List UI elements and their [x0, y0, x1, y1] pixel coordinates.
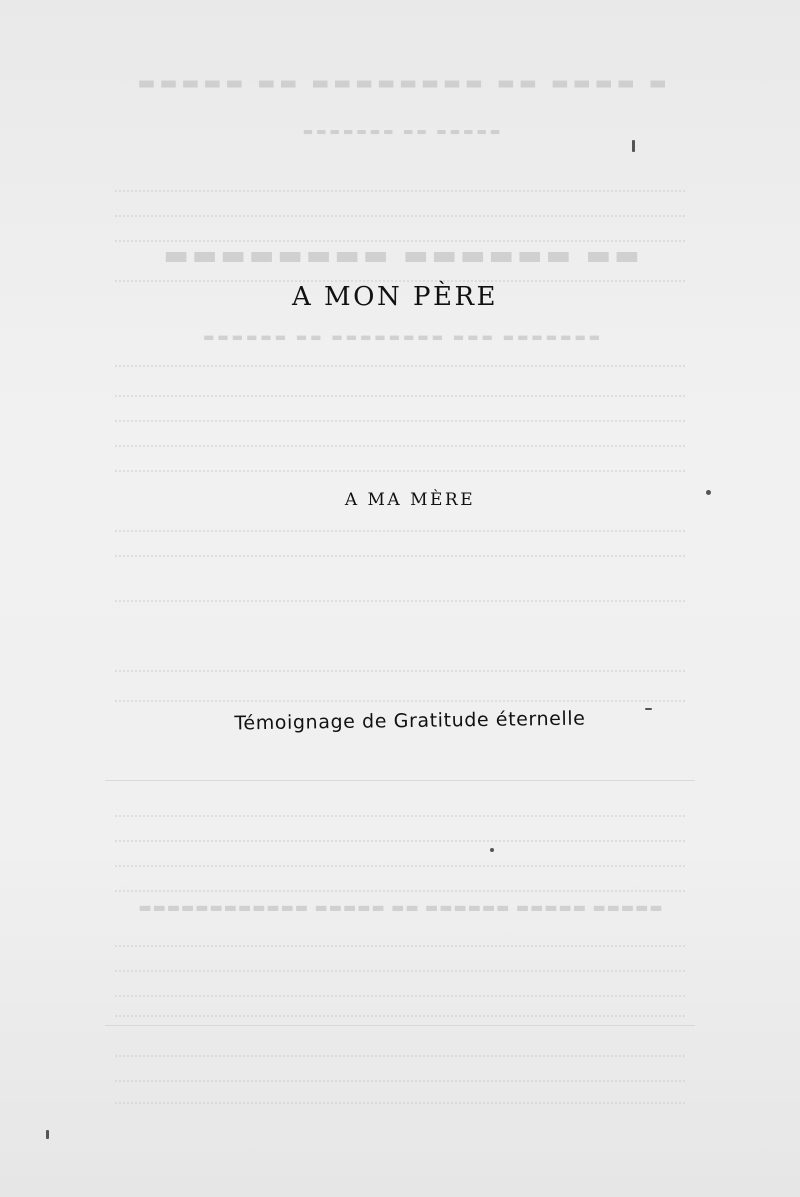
paper-speck — [645, 708, 652, 710]
dedication-father: A MON PÈRE — [291, 282, 499, 312]
paper-speck — [490, 848, 494, 852]
bleed-through-texture: ▬ ▬▬▬▬ ▬▬ ▬▬▬▬▬▬▬▬ ▬▬ ▬▬▬▬▬ ▬▬▬▬▬ ▬▬ ▬▬▬▬▬▬▬ ▬▬ ▬▬▬▬▬▬ ▬▬▬▬▬▬▬▬ ▬▬▬▬▬▬▬ ▬▬▬ ▬▬▬▬▬▬▬▬ ▬▬ ▬▬▬▬▬▬ ▬▬▬▬▬ ▬▬▬▬▬ ▬▬▬▬▬▬ ▬▬ ▬▬▬▬▬ ▬▬▬▬▬▬▬▬▬▬▬▬ — [0, 0, 800, 1197]
dedication-gratitude: Témoignage de Gratitude éternelle — [234, 707, 586, 735]
paper-speck — [632, 140, 635, 152]
dedication-mother: A MA MÈRE — [344, 490, 476, 510]
paper-speck — [706, 490, 711, 495]
paper-speck — [46, 1130, 49, 1139]
